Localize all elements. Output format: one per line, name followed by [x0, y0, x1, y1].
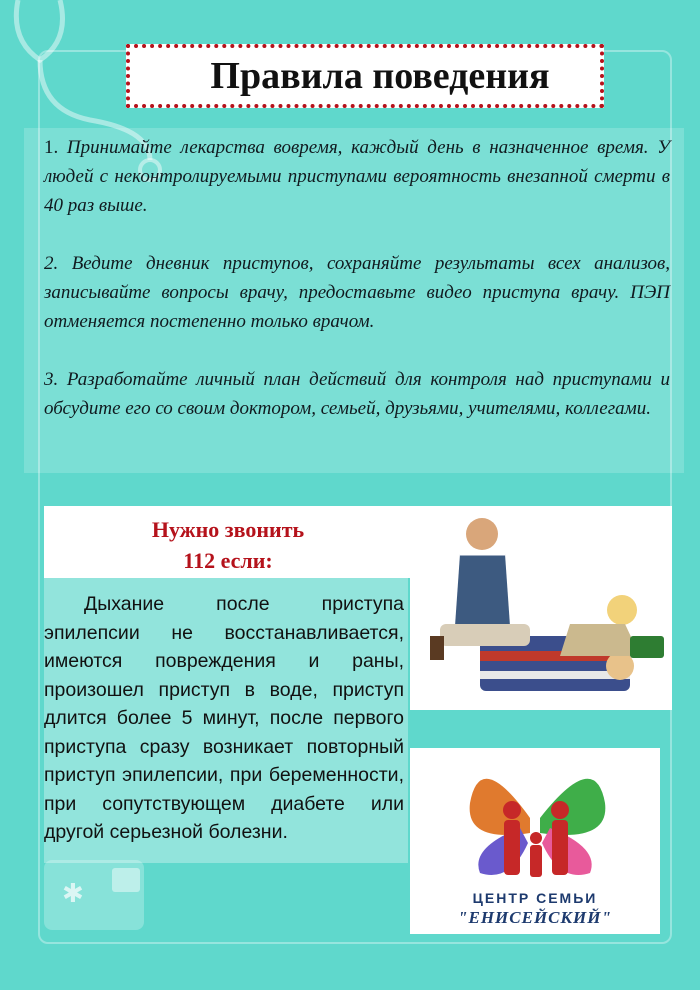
page-title: Правила поведения: [210, 55, 550, 97]
logo-text-line2: "ЕНИСЕЙСКИЙ": [458, 908, 612, 927]
call-title-line2: 112 если:: [183, 548, 273, 573]
call-header-panel: [44, 506, 412, 578]
rule-text: 3. Разработайте личный план действий для контроля над приступами и обсудите его со своим доктором, семьей, друзьями, учителями, коллегами.: [44, 369, 670, 419]
rule-number: 1.: [44, 137, 59, 158]
rule-item: [44, 365, 670, 423]
logo-text-line1: ЦЕНТР СЕМЬИ: [472, 890, 598, 906]
title-box: [126, 44, 604, 108]
call-body-text: Дыхание после приступа эпилепсии не восстанавливается, имеются повреждения и раны, произошел приступ в воде, приступ длится более 5 минут, после первого приступа сразу возникает повторный приступ эпилепсии, при беременности, при сопутствующем диабете или другой серьезной болезни.: [44, 593, 404, 843]
family-center-logo: [410, 748, 660, 934]
rule-item: [44, 133, 670, 220]
rules-list: [44, 133, 670, 452]
rule-text: 2. Ведите дневник приступов, сохраняйте результаты всех анализов, записывайте вопросы врачу, предоставьте видео приступа врачу. ПЭП отменяется постепенно только врачом.: [44, 253, 670, 332]
butterfly-family-logo-icon: [410, 748, 660, 888]
rule-text: Принимайте лекарства вовремя, каждый день в назначенное время. У людей с неконтролируемыми приступами вероятность внезапной смерти в 40 раз выше.: [44, 137, 670, 216]
call-title-line1: Нужно звонить: [151, 517, 305, 542]
svg-text:✱: ✱: [62, 879, 84, 909]
call-title: [44, 514, 412, 576]
first-aid-illustration: [410, 506, 672, 710]
rule-item: [44, 249, 670, 336]
first-aid-photo: [410, 506, 672, 710]
